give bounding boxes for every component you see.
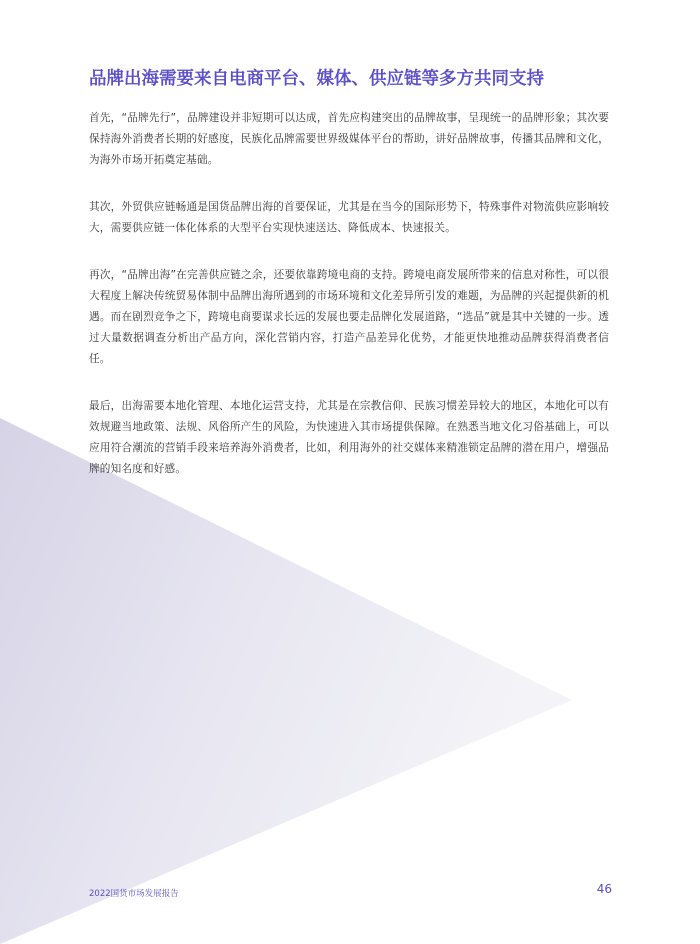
paragraph-2: 其次，外贸供应链畅通是国货品牌出海的首要保证，尤其是在当今的国际形势下，特殊事件对物流供应影响较大，需要供应链一体化体系的大型平台实现快速送达、降低成本、快速报关。	[89, 201, 609, 234]
body-content	[89, 108, 609, 506]
paragraph-4: 最后，出海需要本地化管理、本地化运营支持，尤其是在宗教信仰、民族习惯差异较大的地区，本地化可以有效规避当地政策、法规、风俗所产生的风险，为快速进入其市场提供保障。在熟悉当地文化习俗基础上，可以应用符合潮流的营销手段来培养海外消费者，比如，利用海外的社交媒体来精准锁定品牌的潜在用户，增强品牌的知名度和好感。	[89, 400, 609, 475]
footer-report-name: 2022国货市场发展报告	[89, 889, 179, 899]
paragraph-1: 首先，“品牌先行”，品牌建设并非短期可以达成，首先应构建突出的品牌故事，呈现统一的品牌形象；其次要保持海外消费者长期的好感度，民族化品牌需要世界级媒体平台的帮助，讲好品牌故事，传播其品牌和文化，为海外市场开拓奠定基础。	[89, 112, 609, 166]
paragraph-3: 再次，“品牌出海”在完善供应链之余，还要依靠跨境电商的支持。跨境电商发展所带来的信息对称性，可以很大程度上解决传统贸易体制中品牌出海所遇到的市场环境和文化差异所引发的难题，为品牌的兴起提供新的机遇。而在剧烈竞争之下，跨境电商要谋求长远的发展也要走品牌化发展道路，“选品”就是其中关键的一步。透过大量数据调查分析出产品方向，深化营销内容，打造产品差异化优势，才能更快地推动品牌获得消费者信任。	[89, 269, 609, 365]
footer-page-number: 46	[596, 882, 612, 896]
page-title: 品牌出海需要来自电商平台、媒体、供应链等多方共同支持	[89, 69, 544, 89]
